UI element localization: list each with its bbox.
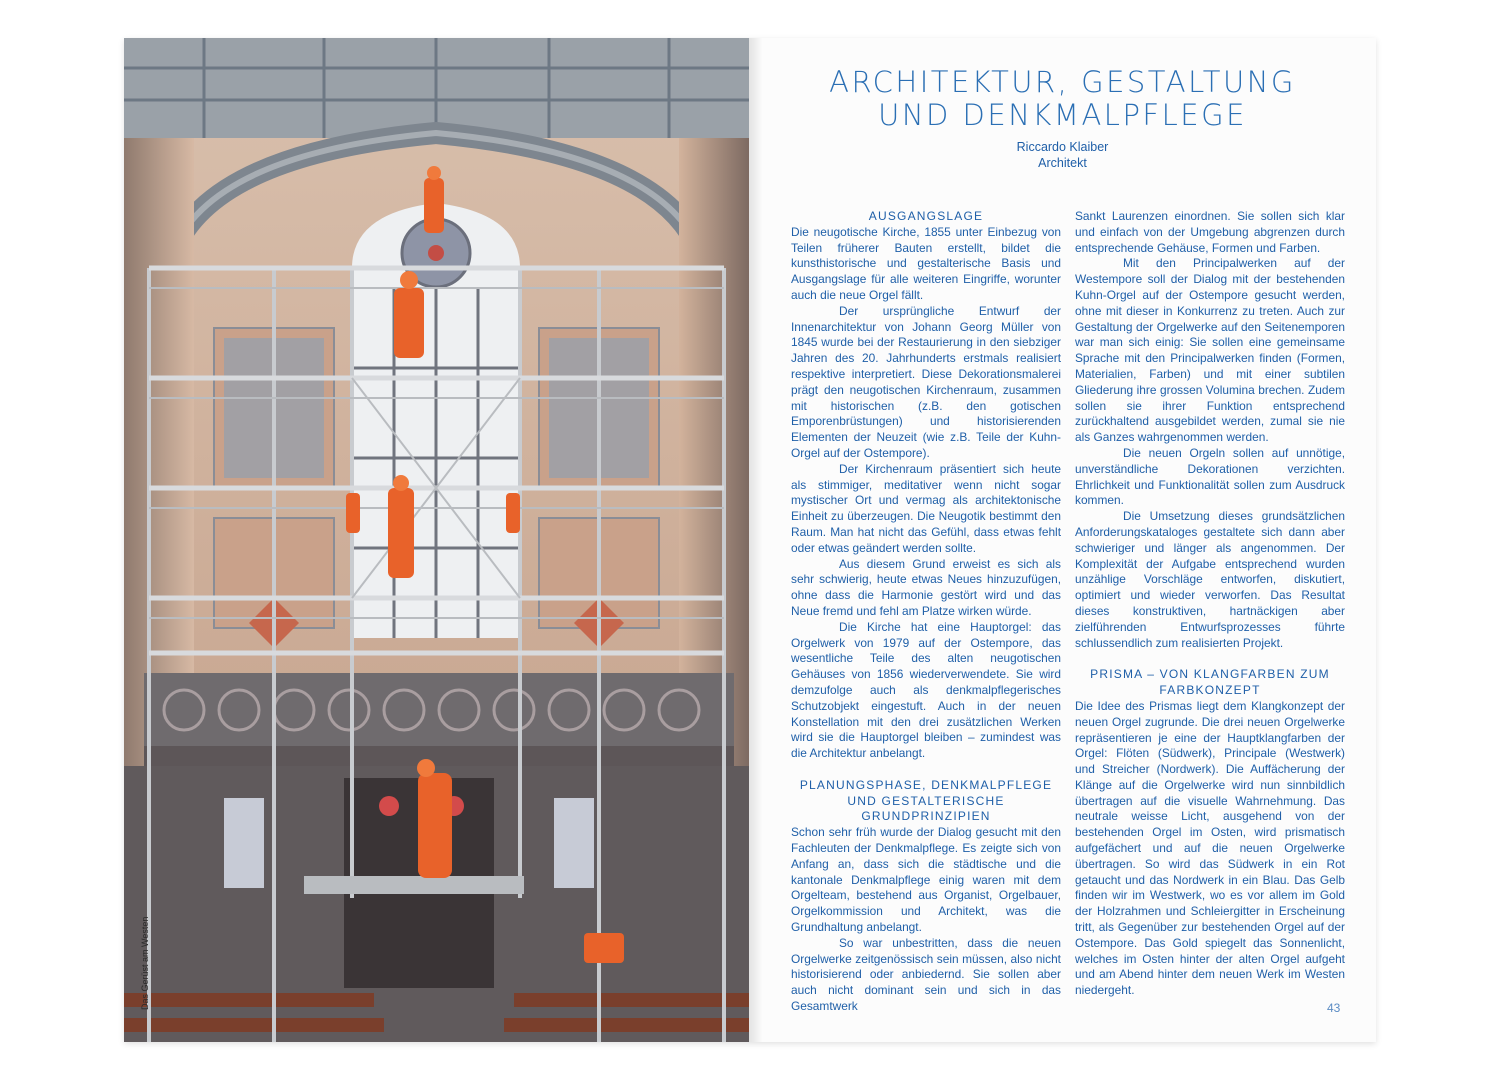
- author-name: Riccardo Klaiber: [1016, 140, 1109, 154]
- paragraph: Der ursprüngliche Entwurf der Innenarchitektur von Johann Georg Müller von 1845 wurde bei der Restaurierung in den siebziger Jahren des 20. Jahrhunderts erstmals realisiert respektive interpretiert. Diese Dekorationsmalerei prägt den neugotischen Kirchenraum, zusammen mit historischen (z.B. den gotischen Emporenbrüstungen) und historisierenden Elementen der Neuzeit (wie z.B. Teile der Kuhn-Orgel auf der Ostempore).: [791, 303, 1061, 460]
- paragraph: Die Idee des Prismas liegt dem Klangkonzept der neuen Orgel zugrunde. Die drei neuen Orgelwerke repräsentieren je eine der Hauptklangfarben der Orgel: Flöten (Südwerk), Principale (Westwerk) und Streicher (Nordwerk). Die Auffächerung der Klänge auf die Orgelwerke wird nun sinnbildlich übertragen auf die visuelle Wahrnehmung. Das neutrale weisse Licht, ausgehend von der bestehenden Orgel im Osten, wird prismatisch aufgefächert und auf die neuen Orgelwerke übertragen. So wird das Südwerk in ein Rot getaucht und das Nordwerk in ein Blau. Das Gelb finden wir im Westwerk, wo es vor allem im Gold der Holzrahmen und Schleiergitter in Erscheinung tritt, als Gegenüber zur bestehenden Orgel auf der Ostempore. Das Gold spiegelt das Sonnenlicht, welches im Osten hinter der alten Orgel aufgeht und am Abend hinter dem neuen Werk im Westen niedergeht.: [1075, 698, 1345, 998]
- article-title-line-1: ARCHITEKTUR, GESTALTUNG: [829, 65, 1296, 99]
- book-gutter-shadow: [749, 38, 763, 1042]
- paragraph: So war unbestritten, dass die neuen Orgelwerke zeitgenössisch sein müssen, also nicht historisierend oder anbiedernd. Sie sollen aber auch nicht dominant sein und sich in das Gesamtwerk: [791, 935, 1061, 1014]
- paragraph: Die Umsetzung dieses grundsätzlichen Anforderungskataloges gestaltete sich dann aber schwieriger und länger als angenommen. Der Komplexität der Aufgabe entsprechend wurden unzählige Vorschläge entworfen, diskutiert, optimiert und wieder verworfen. Das Resultat dieses konstruktiven, hartnäckigen aber zielführenden Entwurfsprozesses führte schlussendlich zum realisierten Projekt.: [1075, 509, 1345, 650]
- photo-credit-caption: Das Gerüst am Westen: [140, 916, 150, 1010]
- section-heading-planungsphase: PLANUNGSPHASE, DENKMALPFLEGE UND GESTALTERISCHE GRUNDPRINZIPIEN: [799, 777, 1053, 824]
- author-block: [749, 139, 1376, 171]
- paragraph: Die neuen Orgeln sollen auf unnötige, unverständliche Dekorationen verzichten. Ehrlichkeit und Funktionalität sollen zum Ausdruck kommen.: [1075, 445, 1345, 508]
- paragraph: Schon sehr früh wurde der Dialog gesucht mit den Fachleuten der Denkmalpflege. Es zeigte sich von Anfang an, dass sich die städtische und die kantonale Denkmalpflege einig waren mit dem Orgelteam, bestehend aus Organist, Orgelbauer, Orgelkommission und Architekt, was die Grundhaltung anbelangt.: [791, 825, 1061, 935]
- paragraph: Der Kirchenraum präsentiert sich heute als stimmiger, meditativer wenn nicht sogar mystischer Ort und vermag als architektonische Einheit zu überzeugen. Die Neugotik bestimmt den Raum. Man hat nicht das Gefühl, dass etwas fehlt oder etwas geändert werden sollte.: [791, 461, 1061, 555]
- church-scaffolding-photo: [124, 38, 749, 1042]
- article-title-line-2: UND DENKMALPFLEGE: [878, 98, 1247, 132]
- paragraph: Die Kirche hat eine Hauptorgel: das Orgelwerk von 1979 auf der Ostempore, das wesentliche Teile des alten neugotischen Gehäuses von 1856 wiederverwendete. Sie wird demzufolge auch als denkmalpflegerisches Schutzobjekt eingestuft. Auch in der neuen Konstellation mit den drei zusätzlichen Werken wird sie die Hauptorgel bleiben – zumindest was die Architektur anbelangt.: [791, 619, 1061, 761]
- paragraph: Mit den Principalwerken auf der Westempore soll der Dialog mit der bestehenden Kuhn-Orgel auf der Ostempore gesucht werden, ohne mit dieser in Konkurrenz zu treten. Auch zur Gestaltung der Orgelwerke auf den Seitenemporen war man sich einig: Sie sollen eine gemeinsame Sprache mit den Principalwerken finden (Formen, Materialien, Farben) und mit einer subtilen Gliederung ihre grossen Volumina brechen. Zudem sollen sie ihrer Funktion entsprechend zurückhaltend ausgebildet werden, zumal sie nie als Ganzes wahrgenommen werden.: [1075, 256, 1345, 445]
- text-column-right: [1075, 209, 1345, 999]
- paragraph: Die neugotische Kirche, 1855 unter Einbezug von Teilen früherer Bauten erstellt, bildet die kunsthistorische und gestalterische Basis und Ausgangslage für alle weiteren Eingriffe, worunter auch die neue Orgel fällt.: [791, 224, 1061, 302]
- author-role: Architekt: [1038, 156, 1087, 170]
- article-title: [749, 66, 1376, 132]
- text-column-left: [791, 209, 1061, 1015]
- section-heading-ausgangslage: AUSGANGSLAGE: [868, 209, 984, 223]
- page-number: 43: [1327, 1001, 1341, 1015]
- paragraph: Aus diesem Grund erweist es sich als sehr schwierig, heute etwas Neues hinzuzufügen, ohne dass die Harmonie gestört wird und das Neue fremd und fehl am Platze wirken würde.: [791, 556, 1061, 618]
- section-heading-prisma: PRISMA – VON KLANGFARBEN ZUM FARBKONZEPT: [1090, 667, 1330, 698]
- paragraph: Sankt Laurenzen einordnen. Sie sollen sich klar und einfach von der Umgebung abgrenzen durch entsprechende Gehäuse, Formen und Farben.: [1075, 209, 1345, 255]
